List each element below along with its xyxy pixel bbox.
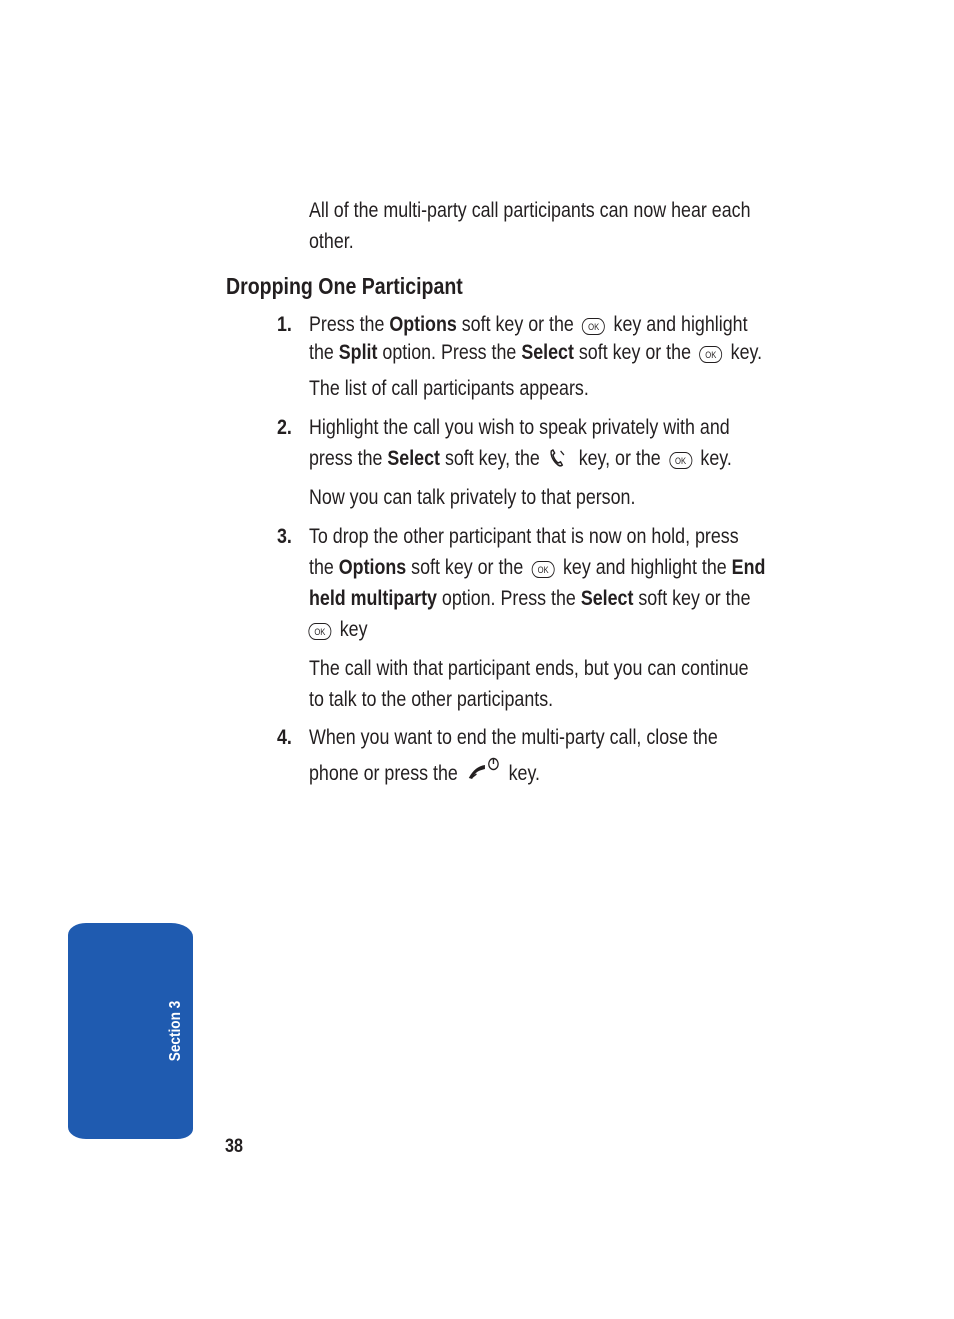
ok-key-icon: OK <box>699 346 722 363</box>
step-1-note: The list of call participants appears. <box>309 377 589 400</box>
step-4-line-2: phone or press the key. <box>309 756 540 787</box>
intro-line-1: All of the multi-party call participants can now hear each <box>309 199 751 222</box>
step-4-number: 4. <box>277 726 292 749</box>
step-2-note: Now you can talk privately to that person. <box>309 486 636 509</box>
step-2-line-2: press the Select soft key, the key, or the OK key. <box>309 447 732 470</box>
step-4-line-1: When you want to end the multi-party call, close the <box>309 726 718 749</box>
ok-key-icon: OK <box>582 318 605 335</box>
ok-key-icon: OK <box>532 561 555 578</box>
step-3-number: 3. <box>277 525 292 548</box>
step-3-line-3: held multiparty option. Press the Select soft key or the <box>309 587 751 610</box>
step-3-line-4: OK key <box>305 617 368 643</box>
step-3-note-line-2: to talk to the other participants. <box>309 688 554 711</box>
intro-line-2: other. <box>309 230 354 253</box>
ok-key-icon: OK <box>308 623 331 640</box>
send-key-icon <box>548 447 570 469</box>
step-1-line-2: the Split option. Press the Select soft key or the OK key. <box>309 341 763 364</box>
step-1-line-1: Press the Options soft key or the OK key and highlight <box>309 313 748 336</box>
step-2-number: 2. <box>277 416 292 439</box>
step-2-line-1: Highlight the call you wish to speak privately with and <box>309 416 730 439</box>
page-number: 38 <box>225 1136 243 1157</box>
ok-key-icon: OK <box>669 452 692 469</box>
step-3-line-1: To drop the other participant that is now on hold, press <box>309 525 739 548</box>
section-heading: Dropping One Participant <box>226 273 463 299</box>
end-power-key-icon <box>466 756 500 782</box>
section-tab-label: Section 3 <box>167 1000 184 1062</box>
step-3-note-line-1: The call with that participant ends, but you can continue <box>309 657 749 680</box>
step-1-number: 1. <box>277 313 292 336</box>
step-3-line-2: the Options soft key or the OK key and highlight the End <box>309 556 766 579</box>
